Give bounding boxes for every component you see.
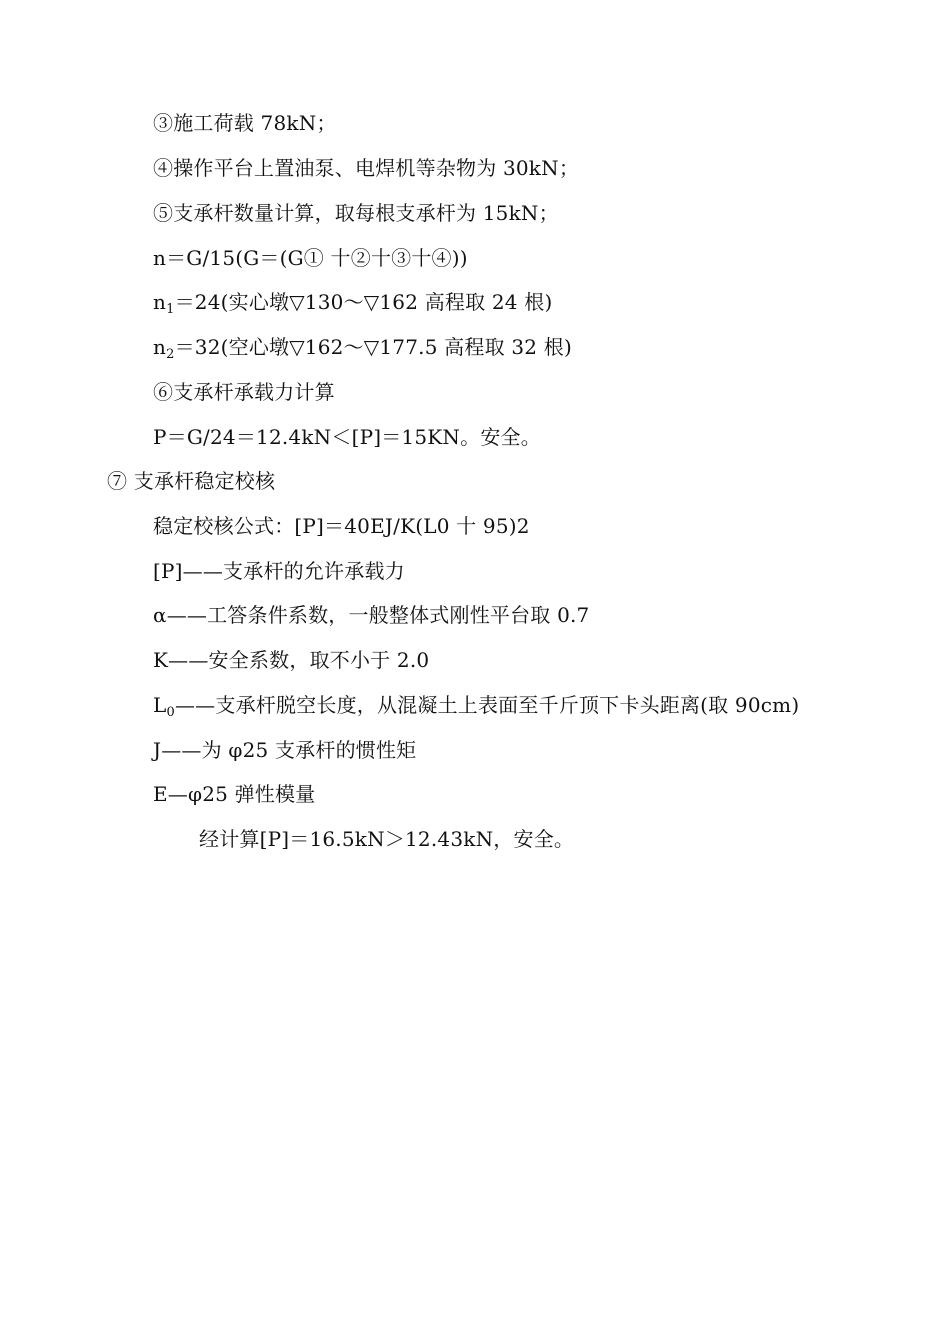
n2-symbol: n <box>153 335 167 359</box>
n1-symbol: n <box>153 290 167 314</box>
definition-p: [P]——支承杆的允许承载力 <box>153 559 405 583</box>
definition-j: J——为 φ25 支承杆的惯性矩 <box>153 738 417 762</box>
definition-l0 <box>153 691 799 723</box>
n1-subscript: 1 <box>166 302 175 317</box>
l0-symbol: L <box>153 693 167 717</box>
capacity-heading: ⑥支承杆承载力计算 <box>153 380 335 404</box>
stability-heading: ⑦ 支承杆稳定校核 <box>107 469 276 493</box>
definition-alpha: α——工答条件系数，一般整体式刚性平台取 0.7 <box>153 603 590 627</box>
l0-subscript: 0 <box>166 705 175 720</box>
final-result-line: 经计算[P]＝16.5kN＞12.43kN，安全。 <box>199 827 575 851</box>
platform-load-line: ④操作平台上置油泵、电焊机等杂物为 30kN； <box>153 156 580 180</box>
n2-text: ＝32(空心墩▽162～▽177.5 高程取 32 根) <box>174 335 572 359</box>
construction-load-line: ③施工荷载 78kN； <box>153 111 337 135</box>
stability-formula-line: 稳定校核公式：[P]＝40EJ/K(L0 十 95)2 <box>153 514 530 538</box>
n2-subscript: 2 <box>166 347 175 362</box>
capacity-result-line: P＝G/24＝12.4kN＜[P]＝15KN。安全。 <box>153 425 541 449</box>
definition-e: E—φ25 弹性模量 <box>153 782 316 806</box>
n1-line <box>153 288 552 320</box>
definition-k: K——安全系数，取不小于 2.0 <box>153 648 430 672</box>
rod-count-calc-line: ⑤支承杆数量计算，取每根支承杆为 15kN； <box>153 201 559 225</box>
n-formula-line: n＝G/15(G＝(G① 十②十③十④)) <box>153 246 468 270</box>
n1-text: ＝24(实心墩▽130～▽162 高程取 24 根) <box>174 290 553 314</box>
l0-text: ——支承杆脱空长度，从混凝土上表面至千斤顶下卡头距离(取 90cm) <box>174 693 800 717</box>
n2-line <box>153 333 572 365</box>
